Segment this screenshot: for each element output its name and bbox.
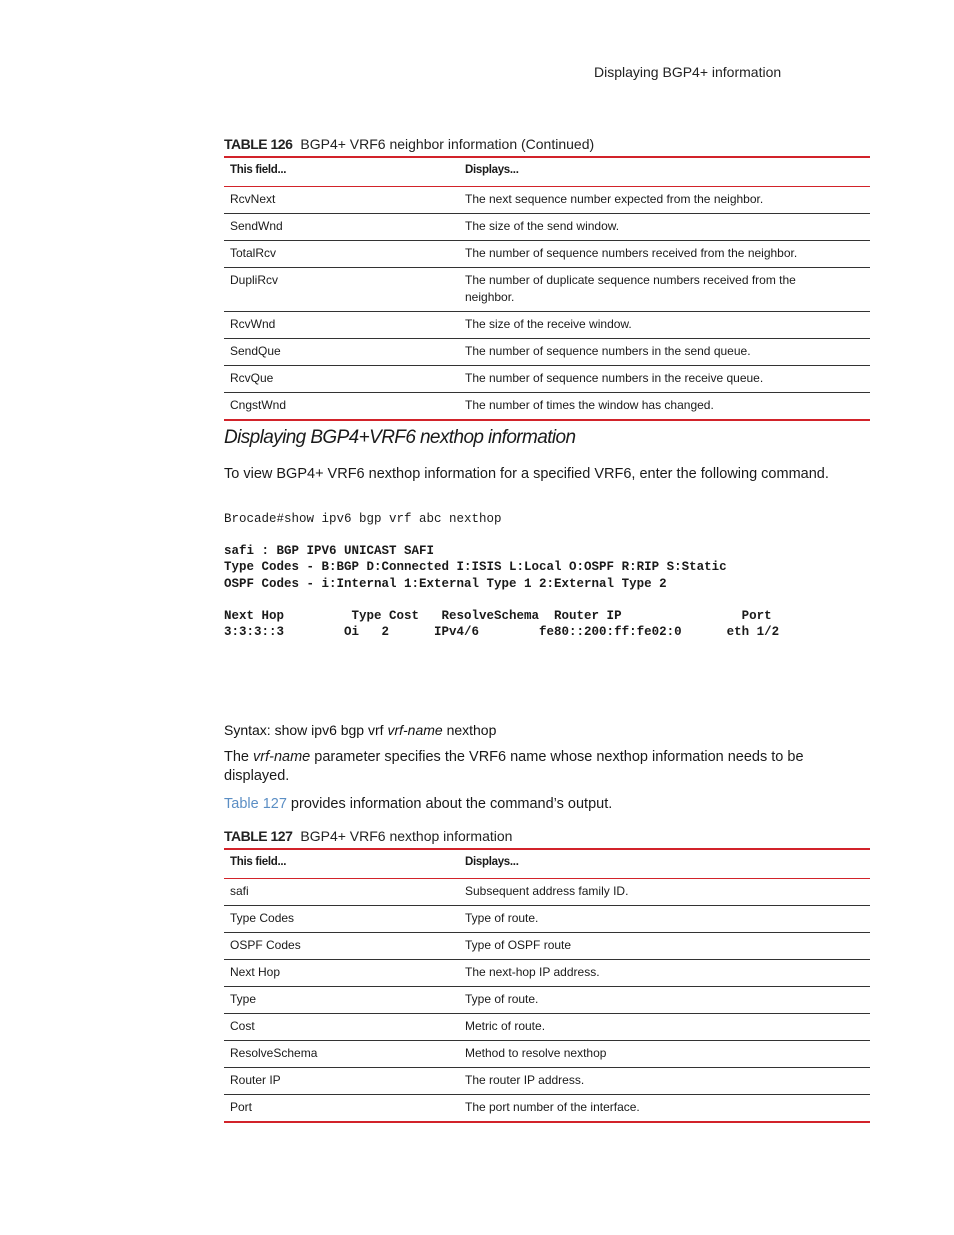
description-cell: The number of duplicate sequence numbers received from the neighbor.: [459, 268, 870, 312]
table-header-row: [224, 157, 870, 187]
table-header-row: [224, 849, 870, 879]
column-header-displays: Displays...: [459, 849, 870, 879]
description-cell: The number of times the window has changed.: [465, 398, 714, 412]
table-title: BGP4+ VRF6 neighbor information (Continued): [300, 136, 595, 152]
section-heading: Displaying BGP4+VRF6 nexthop information: [224, 427, 576, 448]
syntax-param: vrf-name: [387, 722, 443, 738]
column-header-field: This field...: [224, 157, 459, 187]
param-desc-post: parameter specifies the VRF6 name whose nexthop information needs to be displayed.: [224, 749, 804, 784]
param-desc-pre: The: [224, 749, 249, 765]
table-126: [224, 156, 870, 421]
field-cell: Type Codes: [224, 906, 459, 933]
field-cell: Port: [230, 1100, 253, 1114]
description-cell: Type of OSPF route: [459, 933, 870, 960]
field-cell: OSPF Codes: [224, 933, 459, 960]
description-cell: The next-hop IP address.: [459, 960, 870, 987]
description-cell: The port number of the interface.: [465, 1100, 640, 1114]
table-row: [224, 879, 870, 906]
table-row: [224, 987, 870, 1014]
column-header-field: This field...: [224, 849, 459, 879]
table-126-caption: [224, 135, 870, 153]
field-cell: Type: [224, 987, 459, 1014]
output-line: [224, 592, 870, 608]
table-row: [224, 1068, 870, 1095]
output-line: OSPF Codes - i:Internal 1:External Type 1 2:External Type 2: [224, 576, 667, 591]
output-line: Next Hop Type Cost ResolveSchema Router IP Port: [224, 609, 772, 624]
table-reference-paragraph: [224, 795, 870, 814]
field-cell: CngstWnd: [230, 398, 287, 412]
description-cell: The size of the receive window.: [459, 312, 870, 339]
field-cell: ResolveSchema: [224, 1041, 459, 1068]
table-row: [224, 1014, 870, 1041]
table-row: [224, 1095, 870, 1123]
field-cell: Cost: [224, 1014, 459, 1041]
column-header-displays: Displays...: [459, 157, 870, 187]
description-cell: The router IP address.: [459, 1068, 870, 1095]
field-cell: RcvWnd: [224, 312, 459, 339]
param-description: [224, 748, 870, 786]
table-reference-text: provides information about the command’s output.: [290, 796, 613, 812]
field-cell: safi: [224, 879, 459, 906]
field-cell: TotalRcv: [224, 241, 459, 268]
table-127-caption: [224, 827, 870, 845]
table-row: [224, 214, 870, 241]
field-cell: RcvNext: [224, 187, 459, 214]
description-cell: The next sequence number expected from the neighbor.: [459, 187, 870, 214]
description-cell: Metric of route.: [459, 1014, 870, 1041]
syntax-command-end: nexthop: [446, 722, 497, 738]
syntax-line: [224, 722, 870, 738]
table-row: [224, 1041, 870, 1068]
param-desc-name: vrf-name: [253, 749, 311, 765]
syntax-label: Syntax:: [224, 722, 271, 738]
table-row: [224, 312, 870, 339]
output-line: Type Codes - B:BGP D:Connected I:ISIS L:Local O:OSPF R:RIP S:Static: [224, 560, 727, 575]
field-cell: Next Hop: [224, 960, 459, 987]
table-row: [224, 268, 870, 312]
table-row: [224, 241, 870, 268]
table-row: [224, 187, 870, 214]
running-header: Displaying BGP4+ information: [594, 64, 782, 80]
output-line: safi : BGP IPV6 UNICAST SAFI: [224, 544, 435, 558]
field-cell: SendQue: [224, 339, 459, 366]
syntax-command: show ipv6 bgp vrf: [274, 722, 384, 738]
description-cell: Type of route.: [459, 906, 870, 933]
table-row: [224, 366, 870, 393]
field-cell: DupliRcv: [224, 268, 459, 312]
description-cell: Method to resolve nexthop: [459, 1041, 870, 1068]
table-127: [224, 848, 870, 1123]
description-cell: The number of sequence numbers received from the neighbor.: [459, 241, 870, 268]
table-row: [224, 393, 870, 421]
table-number: TABLE 127: [224, 828, 293, 844]
field-cell: Router IP: [224, 1068, 459, 1095]
table-row: [224, 960, 870, 987]
table-row: [224, 933, 870, 960]
intro-paragraph: To view BGP4+ VRF6 nexthop information for a specified VRF6, enter the following command.: [224, 466, 829, 482]
table-number: TABLE 126: [224, 136, 293, 152]
command-line: Brocade#show ipv6 bgp vrf abc nexthop: [224, 512, 502, 526]
table-127-link[interactable]: Table 127: [224, 796, 287, 812]
description-cell: The number of sequence numbers in the receive queue.: [459, 366, 870, 393]
description-cell: The number of sequence numbers in the send queue.: [459, 339, 870, 366]
table-row: [224, 906, 870, 933]
command-example: [224, 511, 870, 527]
table-row: [224, 339, 870, 366]
command-output: [224, 543, 870, 641]
table-title: BGP4+ VRF6 nexthop information: [300, 828, 513, 844]
field-cell: SendWnd: [224, 214, 459, 241]
description-cell: Subsequent address family ID.: [459, 879, 870, 906]
description-cell: Type of route.: [459, 987, 870, 1014]
description-cell: The size of the send window.: [459, 214, 870, 241]
output-line: 3:3:3::3 Oi 2 IPv4/6 fe80::200:ff:fe02:0 eth 1/2: [224, 625, 780, 640]
field-cell: RcvQue: [224, 366, 459, 393]
